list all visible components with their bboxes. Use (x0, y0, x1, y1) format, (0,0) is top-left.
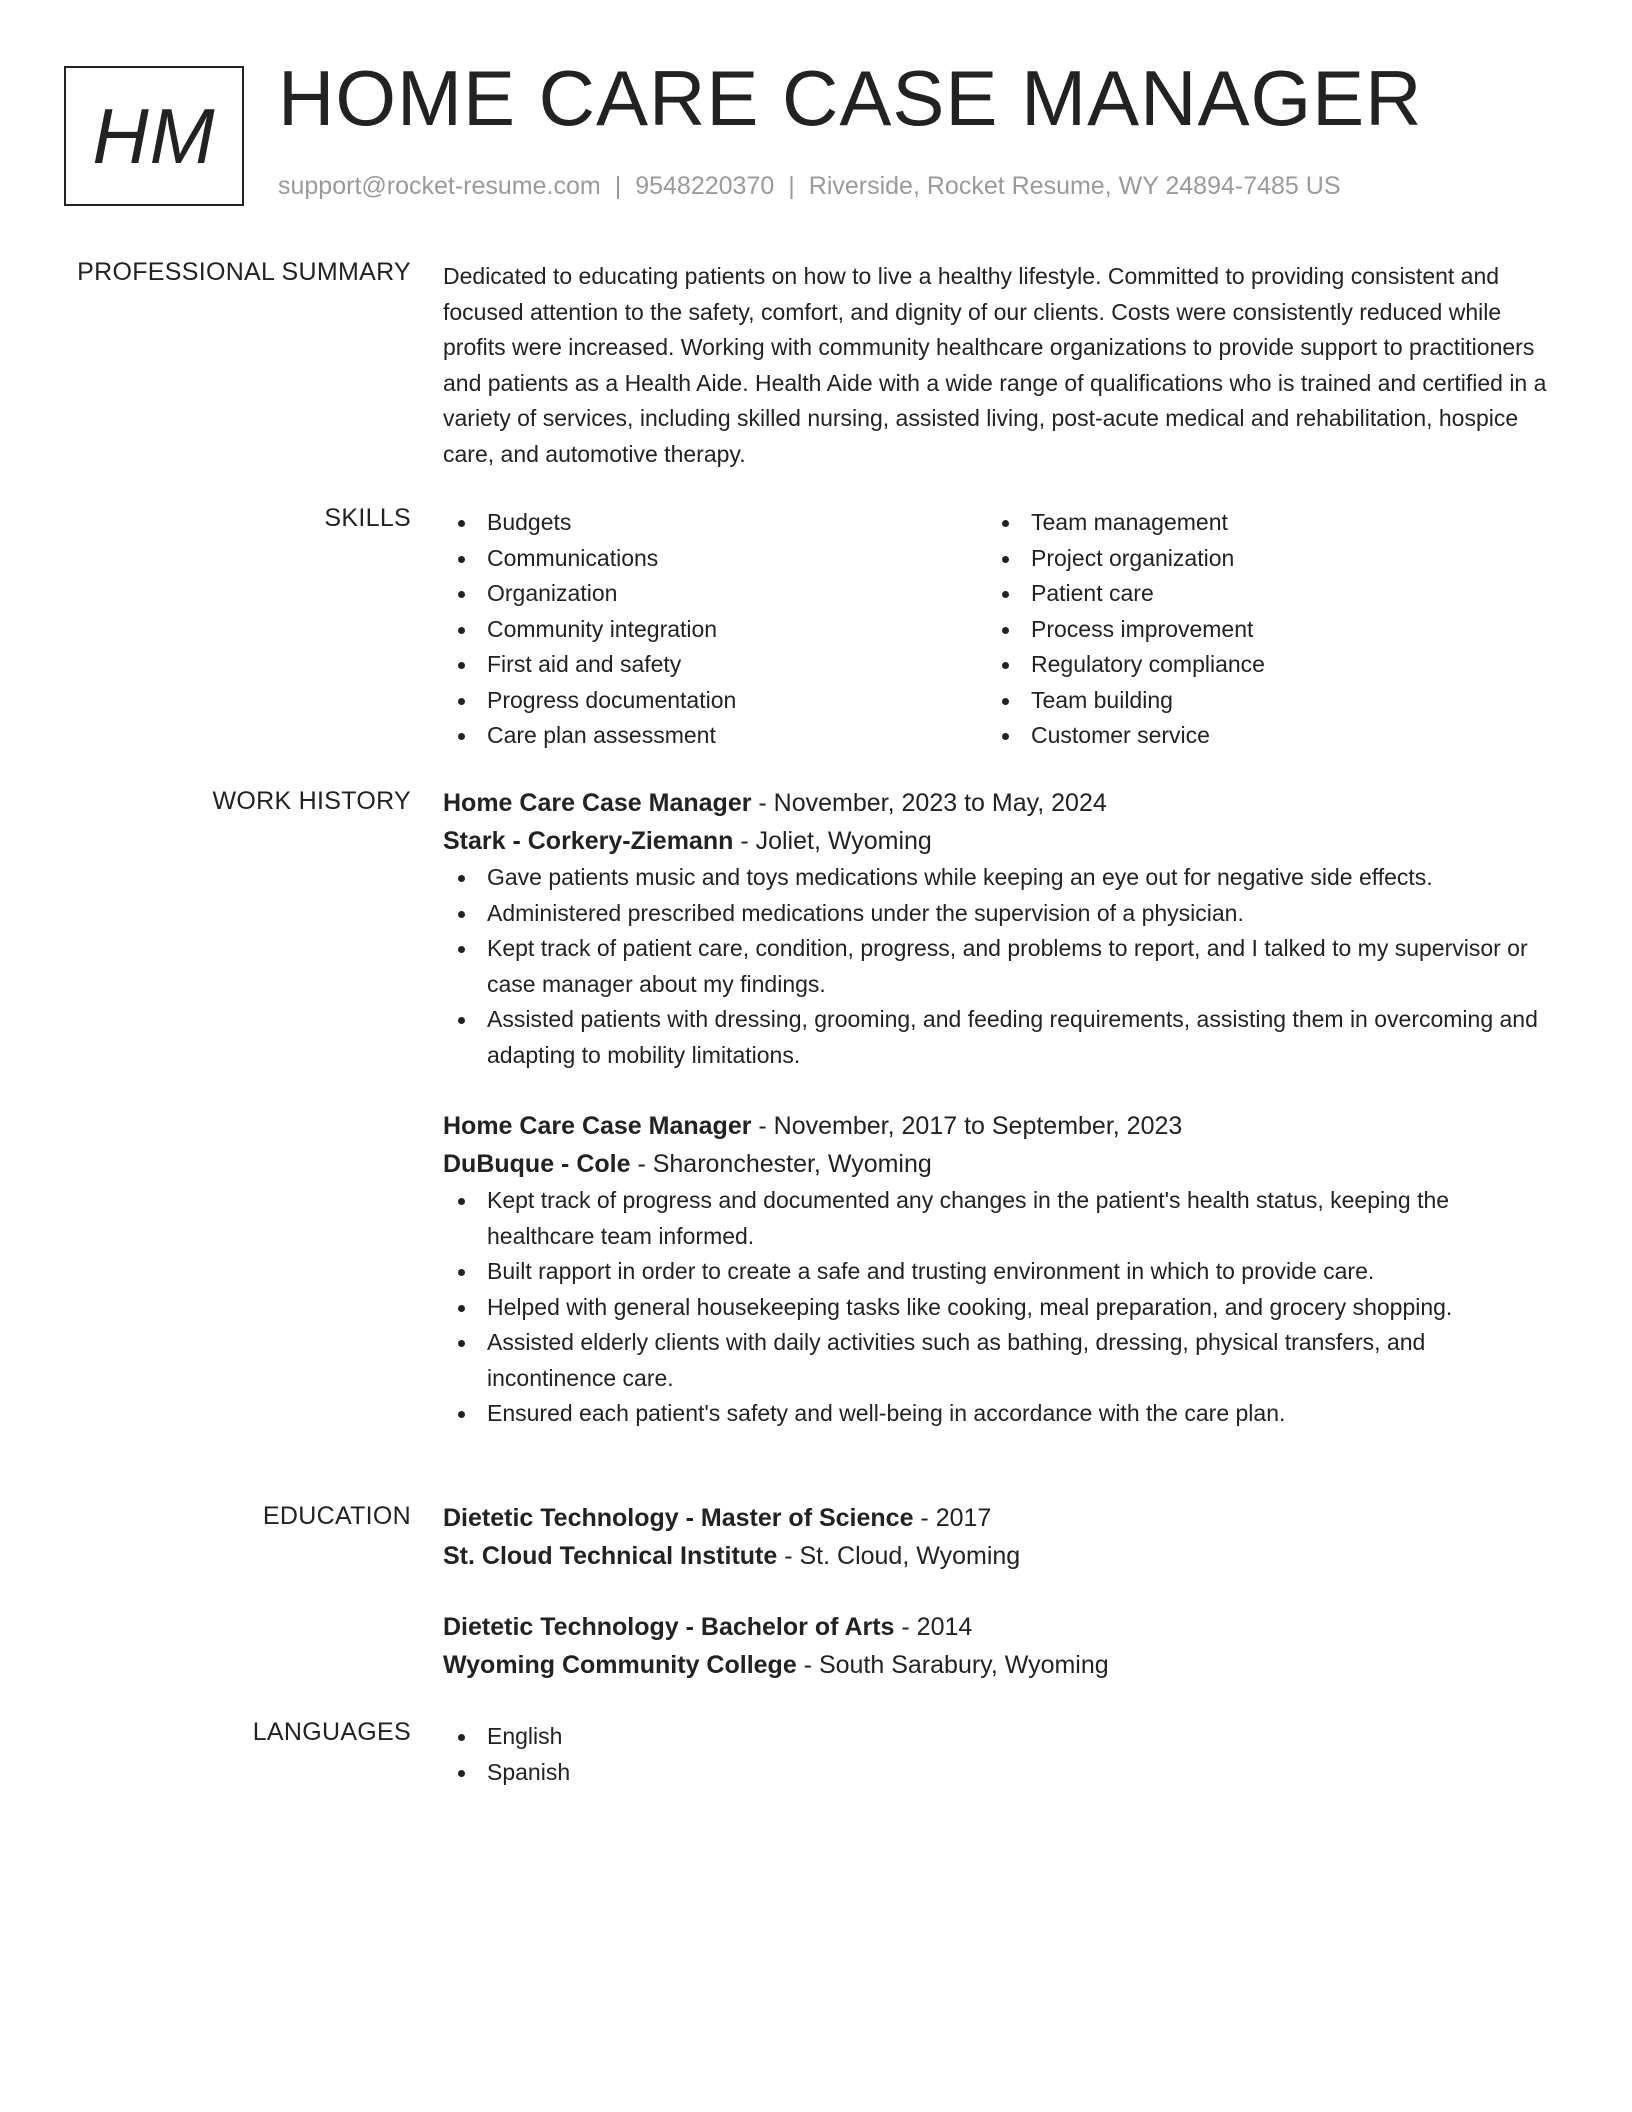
degree-line (443, 1499, 1553, 1537)
section-label-summary: PROFESSIONAL SUMMARY (77, 258, 411, 286)
skill-item: Regulatory compliance (987, 647, 1531, 683)
contact-address: Riverside, Rocket Resume, WY 24894-7485 US (808, 172, 1341, 200)
job-duty: Kept track of progress and documented any changes in the patient's health status, keeping the healthcare team informed. (443, 1183, 1553, 1254)
section-label-skills: SKILLS (324, 504, 411, 532)
contact-separator: | (788, 172, 795, 200)
contact-line (278, 172, 1341, 201)
degree-name: Dietetic Technology - Bachelor of Arts (443, 1613, 895, 1641)
degree-line (443, 1608, 1553, 1646)
section-label-work-history: WORK HISTORY (212, 787, 411, 815)
education-entry (443, 1608, 1553, 1684)
resume-title: HOME CARE CASE MANAGER (278, 54, 1423, 142)
job-company-line (443, 1145, 1553, 1183)
school-name: St. Cloud Technical Institute (443, 1542, 778, 1570)
skill-item: Process improvement (987, 612, 1531, 648)
skill-item: Budgets (443, 505, 987, 541)
skill-item: Organization (443, 576, 987, 612)
contact-phone: 9548220370 (635, 172, 775, 200)
monogram-initials: HM (92, 91, 216, 180)
skill-item: Patient care (987, 576, 1531, 612)
skill-item: Team management (987, 505, 1531, 541)
monogram-logo (64, 66, 244, 206)
contact-separator: | (614, 172, 622, 200)
job-title-line (443, 1107, 1553, 1145)
school-name: Wyoming Community College (443, 1651, 797, 1679)
job-dates: - November, 2023 to May, 2024 (751, 789, 1107, 817)
job-title-line (443, 784, 1553, 822)
job-title: Home Care Case Manager (443, 1112, 752, 1140)
skill-item: Customer service (987, 718, 1531, 754)
school-line (443, 1646, 1553, 1684)
school-location: - St. Cloud, Wyoming (777, 1542, 1021, 1570)
education-entry (443, 1499, 1553, 1575)
skill-item: Communications (443, 541, 987, 577)
skill-item: Progress documentation (443, 683, 987, 719)
skill-item: Team building (987, 683, 1531, 719)
job-duty: Helped with general housekeeping tasks like cooking, meal preparation, and grocery shopping. (443, 1290, 1553, 1326)
degree-year: - 2014 (894, 1613, 973, 1641)
job-duty: Built rapport in order to create a safe and trusting environment in which to provide care. (443, 1254, 1553, 1290)
skill-item: Project organization (987, 541, 1531, 577)
job-duty: Ensured each patient's safety and well-being in accordance with the care plan. (443, 1396, 1553, 1432)
job-dates: - November, 2017 to September, 2023 (751, 1112, 1183, 1140)
job-duties-list (443, 1183, 1553, 1432)
job-duty: Administered prescribed medications under the supervision of a physician. (443, 896, 1553, 932)
summary-text: Dedicated to educating patients on how to live a healthy lifestyle. Committed to providing consistent and focused attention to the safety, comfort, and dignity of our clients. Costs were consistently reduced while profits were increased. Working with community healthcare organizations to provide support to practitioners and patients as a Health Aide. Health Aide with a wide range of qualifications who is trained and certified in a variety of services, including skilled nursing, assisted living, post-acute medical and rehabilitation, hospice care, and automotive therapy. (443, 263, 1547, 467)
languages-list (443, 1719, 1553, 1790)
degree-year: - 2017 (913, 1504, 992, 1532)
job-entry (443, 784, 1553, 1073)
job-duties-list (443, 860, 1553, 1073)
skill-item: Community integration (443, 612, 987, 648)
section-label-education: EDUCATION (262, 1502, 411, 1530)
job-company: Stark - Corkery-Ziemann (443, 827, 734, 855)
job-company: DuBuque - Cole (443, 1150, 631, 1178)
skills-list-left (443, 505, 987, 754)
skill-item: First aid and safety (443, 647, 987, 683)
section-label-languages: LANGUAGES (252, 1718, 411, 1746)
skills-grid (443, 505, 1553, 754)
skill-item: Care plan assessment (443, 718, 987, 754)
job-company-line (443, 822, 1553, 860)
school-location: - South Sarabury, Wyoming (796, 1651, 1109, 1679)
school-line (443, 1537, 1553, 1575)
job-location: - Sharonchester, Wyoming (630, 1150, 932, 1178)
language-item: Spanish (443, 1755, 1553, 1791)
job-duty: Assisted patients with dressing, grooming, and feeding requirements, assisting them in overcoming and adapting to mobility limitations. (443, 1002, 1553, 1073)
job-title: Home Care Case Manager (443, 789, 752, 817)
job-entry (443, 1107, 1553, 1432)
skills-list-right (987, 505, 1531, 754)
job-location: - Joliet, Wyoming (733, 827, 932, 855)
job-duty: Gave patients music and toys medications while keeping an eye out for negative side effects. (443, 860, 1553, 896)
contact-email: support@rocket-resume.com (278, 172, 601, 200)
job-duty: Kept track of patient care, condition, progress, and problems to report, and I talked to my supervisor or case manager about my findings. (443, 931, 1553, 1002)
job-duty: Assisted elderly clients with daily activities such as bathing, dressing, physical transfers, and incontinence care. (443, 1325, 1553, 1396)
degree-name: Dietetic Technology - Master of Science (443, 1504, 914, 1532)
language-item: English (443, 1719, 1553, 1755)
